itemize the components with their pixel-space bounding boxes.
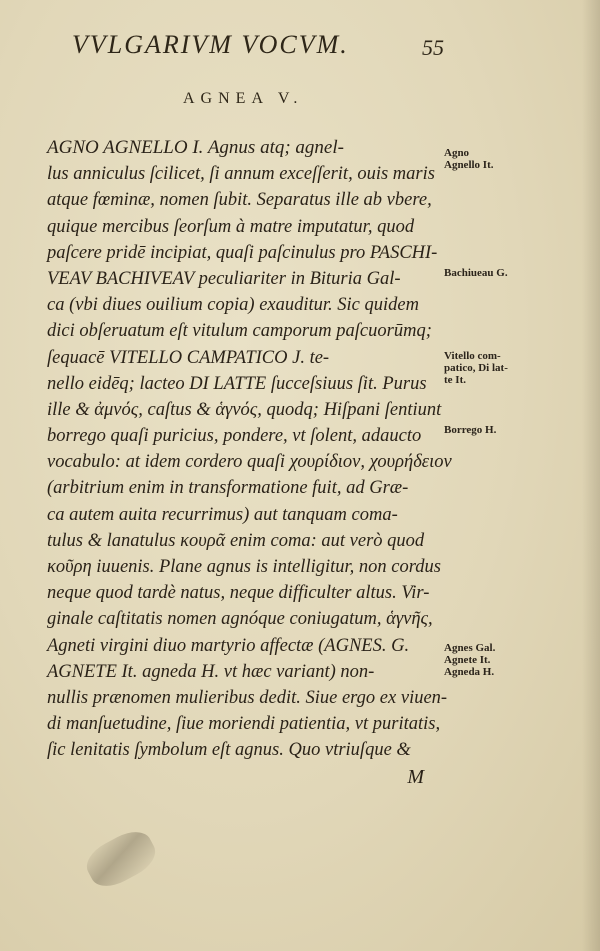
text-line: ſequacē VITELLO CAMPATICO J. te-: [47, 347, 330, 368]
margin-note-line: Vitello com-: [444, 350, 501, 362]
text-line: dici obſeruatum eſt vitulum camporum paſcuorūmq;: [47, 321, 432, 342]
margin-note-line: Agneda H.: [444, 666, 495, 678]
margin-note-line: Agno: [444, 147, 470, 159]
margin-note-line: patico, Di lat-: [444, 362, 508, 374]
text-line: di manſuetudine, ſiue moriendi patientia, vt puritatis,: [47, 714, 441, 735]
margin-note: [444, 267, 508, 279]
text-line: (arbitrium enim in transformatione fuit, ad Græ-: [47, 478, 409, 499]
margin-note-line: Bachiueau G.: [444, 267, 508, 279]
text-line: AGNO AGNELLO I. Agnus atq; agnel-: [47, 137, 344, 158]
text-line: nullis prænomen mulieribus dedit. Siue ergo ex viuen-: [47, 687, 448, 708]
text-line: ca (vbi diues ouilium copia) exauditur. Sic quidem: [47, 295, 419, 316]
ink-smudge: [80, 824, 162, 894]
text-line: borrego quaſi puricius, pondere, vt ſolent, adaucto: [47, 426, 422, 447]
running-title: VVLGARIVM VOCVM.: [72, 30, 349, 59]
text-line: neque quod tardè natus, neque difficulter altus. Vir-: [47, 583, 430, 604]
margin-note-line: Agnes Gal.: [444, 642, 496, 654]
margin-note-line: te It.: [444, 374, 466, 386]
margin-note: [444, 350, 508, 386]
margin-note-line: Agnello It.: [444, 159, 494, 171]
margin-note: [444, 642, 495, 678]
margin-note: [444, 424, 496, 436]
margin-note-line: Borrego H.: [444, 424, 497, 436]
text-line: ſic lenitatis ſymbolum eſt agnus. Quo vtriuſque &: [47, 740, 411, 761]
section-title: AGNEA V.: [183, 90, 304, 107]
text-line: ille & ἀμνός, caſtus & ἁγνός, quodq; Hiſpani ſentiunt: [47, 399, 442, 420]
page-edge-shadow: [582, 0, 600, 951]
text-line: κοῦρη iuuenis. Plane agnus is intelligitur, non cordus: [47, 557, 441, 577]
catchword: M: [407, 765, 424, 788]
text-line: vocabulo: at idem cordero quaſi χουρίδιον, χουρήδειον: [47, 452, 452, 473]
text-line: quique mercibus ſeorſum à matre imputatur, quod: [47, 216, 415, 237]
page-number: 55: [422, 35, 444, 60]
text-line: lus anniculus ſcilicet, ſi annum exceſſerit, ouis maris: [47, 164, 435, 185]
text-line: tulus & lanatulus κουρᾶ enim coma: aut verò quod: [47, 530, 425, 551]
text-line: AGNETE It. agneda H. vt hæc variant) non-: [47, 661, 375, 682]
text-line: nello eidēq; lacteo DI LATTE ſucceſsiuus ſit. Purus: [47, 373, 427, 394]
margin-note-line: Agnete It.: [444, 654, 491, 666]
text-line: atque fœminæ, nomen ſubit. Separatus ille ab vbere,: [47, 190, 432, 211]
text-line: Agneti virgini diuo martyrio affectæ (AGNES. G.: [47, 635, 410, 656]
text-line: VEAV BACHIVEAV peculiariter in Bituria Gal-: [47, 268, 401, 289]
text-line: ca autem auita recurrimus) aut tanquam coma-: [47, 504, 398, 525]
body-text: [47, 135, 452, 790]
margin-note: [444, 147, 494, 171]
text-line: paſcere pridē incipiat, quaſi paſcinulus pro PASCHI-: [47, 242, 438, 263]
text-line: ginale caſtitatis nomen agnóque coniugatum, ἁγνῆς,: [47, 609, 433, 630]
